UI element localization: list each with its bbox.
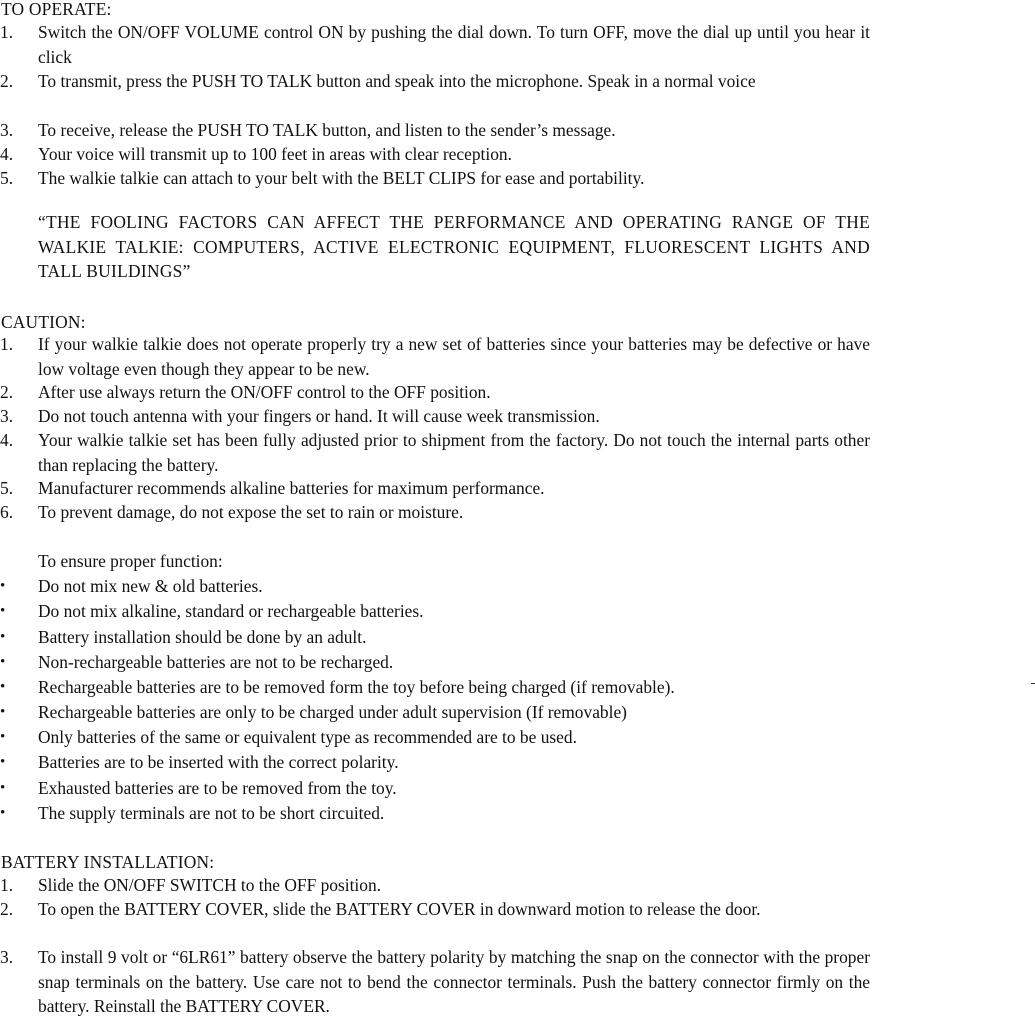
step-number: 2.	[0, 71, 14, 91]
battery-bullet	[0, 725, 870, 750]
operate-step-4	[0, 142, 870, 167]
step-text: Switch the ON/OFF VOLUME control ON by pushing the dial down. To turn OFF, move the dial up until you hear it click	[38, 22, 870, 67]
operate-step-2	[0, 69, 870, 94]
battery-bullet	[0, 625, 870, 650]
caution-step-1	[0, 332, 870, 381]
bullet-icon: •	[0, 704, 6, 720]
step-text: The walkie talkie can attach to your belt with the BELT CLIPS for ease and portability.	[38, 168, 645, 188]
step-number: 3.	[0, 120, 14, 140]
step-text: If your walkie talkie does not operate properly try a new set of batteries since your batteries may be defective or have low voltage even though they appear to be new.	[38, 334, 870, 379]
ensure-function-intro: To ensure proper function:	[38, 551, 223, 571]
battery-bullet	[0, 574, 870, 599]
bullet-icon: •	[0, 805, 6, 821]
bullet-icon: •	[0, 754, 6, 770]
bullet-text: Battery installation should be done by an adult.	[38, 627, 367, 647]
step-text: Your voice will transmit up to 100 feet in areas with clear reception.	[38, 144, 512, 164]
step-text: After use always return the ON/OFF control to the OFF position.	[38, 382, 491, 402]
operate-step-1	[0, 20, 870, 69]
step-text: To receive, release the PUSH TO TALK button, and listen to the sender’s message.	[38, 120, 616, 140]
battery-bullet	[0, 700, 870, 725]
bullet-icon: •	[0, 654, 6, 670]
battery-bullet	[0, 675, 870, 700]
bullet-text: Non-rechargeable batteries are not to be recharged.	[38, 652, 394, 672]
battery-bullet	[0, 750, 870, 775]
caution-step-2	[0, 380, 870, 405]
to-operate-heading: TO OPERATE:	[1, 0, 112, 19]
step-text: To transmit, press the PUSH TO TALK button and speak into the microphone. Speak in a normal voice	[38, 71, 756, 91]
step-number: 2.	[0, 382, 14, 402]
operate-step-5	[0, 166, 870, 191]
bullet-icon: •	[0, 629, 6, 645]
step-number: 3.	[0, 947, 14, 967]
step-text: Slide the ON/OFF SWITCH to the OFF position.	[38, 875, 382, 895]
bullet-icon: •	[0, 679, 6, 695]
battery-installation-heading: BATTERY INSTALLATION:	[1, 852, 215, 872]
step-number: 6.	[0, 502, 14, 522]
margin-mark	[1031, 683, 1035, 684]
step-number: 1.	[0, 22, 14, 42]
bullet-icon: •	[0, 603, 6, 619]
battery-bullet	[0, 801, 870, 826]
caution-step-3	[0, 404, 870, 429]
battery-bullet	[0, 599, 870, 624]
step-text: Manufacturer recommends alkaline batteries for maximum performance.	[38, 478, 545, 498]
step-number: 4.	[0, 144, 14, 164]
step-number: 4.	[0, 430, 14, 450]
step-text: Do not touch antenna with your fingers or hand. It will cause week transmission.	[38, 406, 600, 426]
step-text: To install 9 volt or “6LR61” battery observe the battery polarity by matching the snap on the connector with the proper snap terminals on the battery. Use care not to bend the connector terminals. Push the battery connector firmly on the battery. Reinstall the BATTERY COVER.	[38, 947, 870, 1017]
step-text: To open the BATTERY COVER, slide the BATTERY COVER in downward motion to release the door.	[38, 899, 761, 919]
caution-step-5	[0, 476, 870, 501]
step-number: 5.	[0, 478, 14, 498]
bullet-icon: •	[0, 729, 6, 745]
step-number: 3.	[0, 406, 14, 426]
caution-heading: CAUTION:	[1, 312, 86, 332]
bullet-text: Only batteries of the same or equivalent type as recommended are to be used.	[38, 727, 577, 747]
bullet-text: Batteries are to be inserted with the correct polarity.	[38, 752, 399, 772]
step-text: Your walkie talkie set has been fully adjusted prior to shipment from the factory. Do not touch the internal parts other than replacing the battery.	[38, 430, 870, 475]
bullet-icon: •	[0, 780, 6, 796]
step-number: 2.	[0, 899, 14, 919]
bullet-text: Exhausted batteries are to be removed from the toy.	[38, 778, 397, 798]
interference-note: “THE FOOLING FACTORS CAN AFFECT THE PERFORMANCE AND OPERATING RANGE OF THE WALKIE TALKIE: COMPUTERS, ACTIVE ELECTRONIC EQUIPMENT, FLUORESCENT LIGHTS AND TALL BUILDINGS”	[38, 212, 870, 282]
step-text: To prevent damage, do not expose the set to rain or moisture.	[38, 502, 464, 522]
bullet-text: Do not mix new & old batteries.	[38, 576, 263, 596]
bullet-text: Do not mix alkaline, standard or rechargeable batteries.	[38, 601, 424, 621]
caution-step-6	[0, 500, 870, 525]
step-number: 1.	[0, 334, 14, 354]
step-number: 1.	[0, 875, 14, 895]
bullet-text: Rechargeable batteries are to be removed form the toy before being charged (if removable).	[38, 677, 675, 697]
bullet-icon: •	[0, 578, 6, 594]
step-number: 5.	[0, 168, 14, 188]
install-step-1	[0, 873, 870, 898]
install-step-3	[0, 945, 870, 1019]
caution-step-4	[0, 428, 870, 477]
battery-bullet	[0, 650, 870, 675]
bullet-text: Rechargeable batteries are only to be charged under adult supervision (If removable)	[38, 702, 627, 722]
battery-bullet	[0, 776, 870, 801]
operate-step-3	[0, 118, 870, 143]
install-step-2	[0, 897, 870, 922]
bullet-text: The supply terminals are not to be short circuited.	[38, 803, 385, 823]
